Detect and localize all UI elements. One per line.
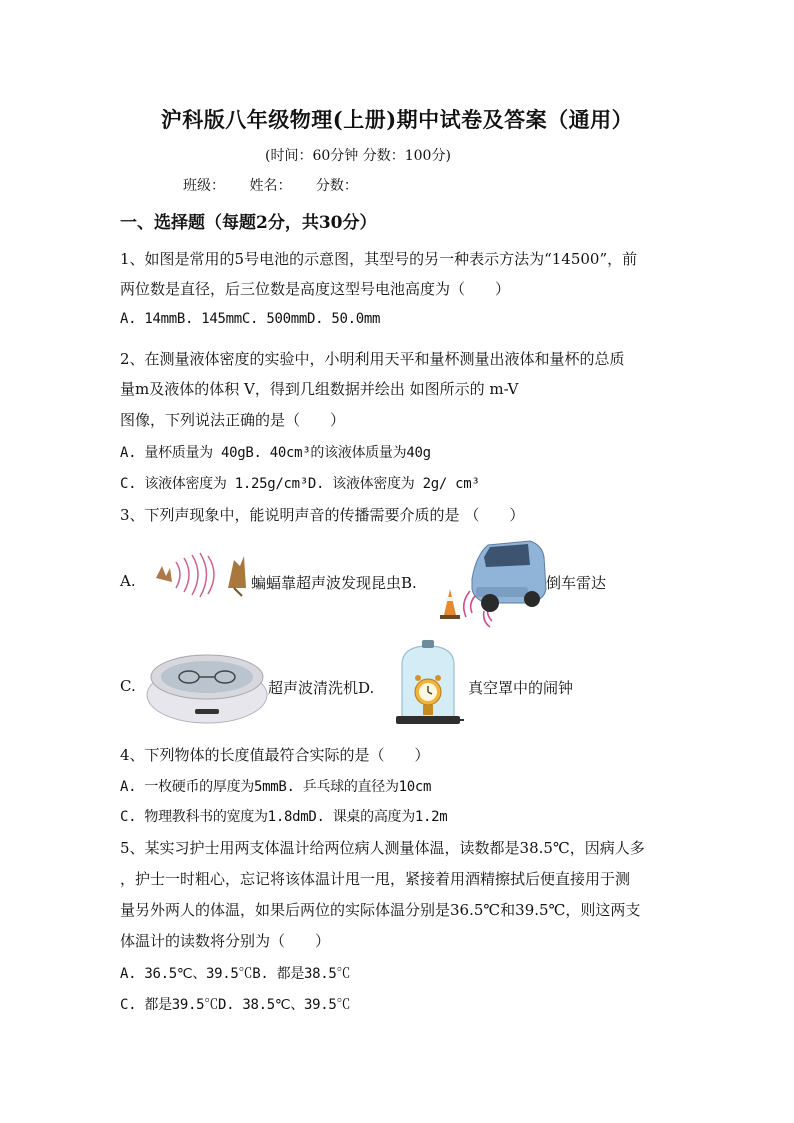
question-2-option-row-2: C. 该液体密度为 1.25g/cm³D. 该液体密度为 2g/ cm³ bbox=[120, 476, 480, 492]
vacuum-bell-jar-illustration bbox=[392, 638, 464, 730]
name-label: 姓名： bbox=[249, 178, 292, 194]
option-d-caption: 真空罩中的闹钟 bbox=[468, 679, 574, 697]
reversing-car-illustration bbox=[432, 537, 548, 629]
question-2-option-row-1: A. 量杯质量为 40gB. 40cm³的该液体质量为40g bbox=[120, 445, 431, 461]
question-4-option-row-2: C. 物理教科书的宽度为1.8dmD. 课桌的高度为1.2m bbox=[120, 809, 448, 825]
option-b-caption: 倒车雷达 bbox=[546, 574, 607, 592]
question-1-line-1: 1、如图是常用的5号电池的示意图，其型号的另一种表示方法为“14500”，前 bbox=[120, 250, 638, 268]
option-a-letter: A. bbox=[120, 572, 136, 590]
question-5-option-row-1: A. 36.5℃、39.5℃B. 都是38.5℃ bbox=[120, 966, 351, 982]
question-2-line-1: 2、在测量液体密度的实验中，小明利用天平和量杯测量出液体和量杯的总质 bbox=[120, 350, 625, 368]
question-5-option-row-2: C. 都是39.5℃D. 38.5℃、39.5℃ bbox=[120, 997, 351, 1013]
insect-icon bbox=[228, 556, 246, 596]
score-label: 分数： bbox=[315, 178, 358, 194]
question-5-line-3: 量另外两人的体温，如果后两位的实际体温分别是36.5℃和39.5℃，则这两支 bbox=[120, 901, 641, 919]
ultrasonic-cleaner-illustration bbox=[145, 647, 269, 725]
question-2-line-2: 量m及液体的体积 V，得到几组数据并绘出 如图所示的 m-V bbox=[120, 380, 519, 398]
question-5-line-4: 体温计的读数将分别为（ ） bbox=[120, 932, 331, 950]
student-info-row bbox=[183, 175, 378, 195]
option-c-caption: 超声波清洗机D. bbox=[268, 679, 375, 697]
question-1-options: A. 14mmB. 145mmC. 500mmD. 50.0mm bbox=[120, 311, 381, 327]
section-heading: 一、选择题（每题2分，共30分） bbox=[120, 213, 377, 233]
question-4-line-1: 4、下列物体的长度值最符合实际的是（ ） bbox=[120, 746, 430, 764]
bat-icon bbox=[156, 566, 172, 582]
option-c-letter: C. bbox=[120, 677, 136, 695]
exam-time-score: (时间：60分钟 分数：100分) bbox=[265, 148, 451, 164]
bat-ultrasound-illustration bbox=[150, 548, 250, 600]
question-3-line-1: 3、下列声现象中，能说明声音的传播需要介质的是 （ ） bbox=[120, 506, 525, 524]
traffic-cone-icon bbox=[440, 589, 460, 619]
car-icon bbox=[472, 541, 546, 612]
page-title: 沪科版八年级物理(上册)期中试卷及答案（通用） bbox=[160, 107, 634, 132]
question-4-option-row-1: A. 一枚硬币的厚度为5mmB. 乒乓球的直径为10cm bbox=[120, 779, 432, 795]
option-a-caption: 蝙蝠靠超声波发现昆虫B. bbox=[251, 574, 417, 592]
question-2-line-3: 图像，下列说法正确的是（ ） bbox=[120, 411, 346, 429]
class-label: 班级： bbox=[183, 178, 225, 194]
question-5-line-1: 5、某实习护士用两支体温计给两位病人测量体温，读数都是38.5℃，因病人多 bbox=[120, 839, 645, 857]
question-1-line-2: 两位数是直径，后三位数是高度这型号电池高度为（ ） bbox=[120, 280, 511, 298]
question-5-line-2: ，护士一时粗心，忘记将该体温计甩一甩，紧接着用酒精擦拭后便直接用于测 bbox=[120, 870, 631, 888]
